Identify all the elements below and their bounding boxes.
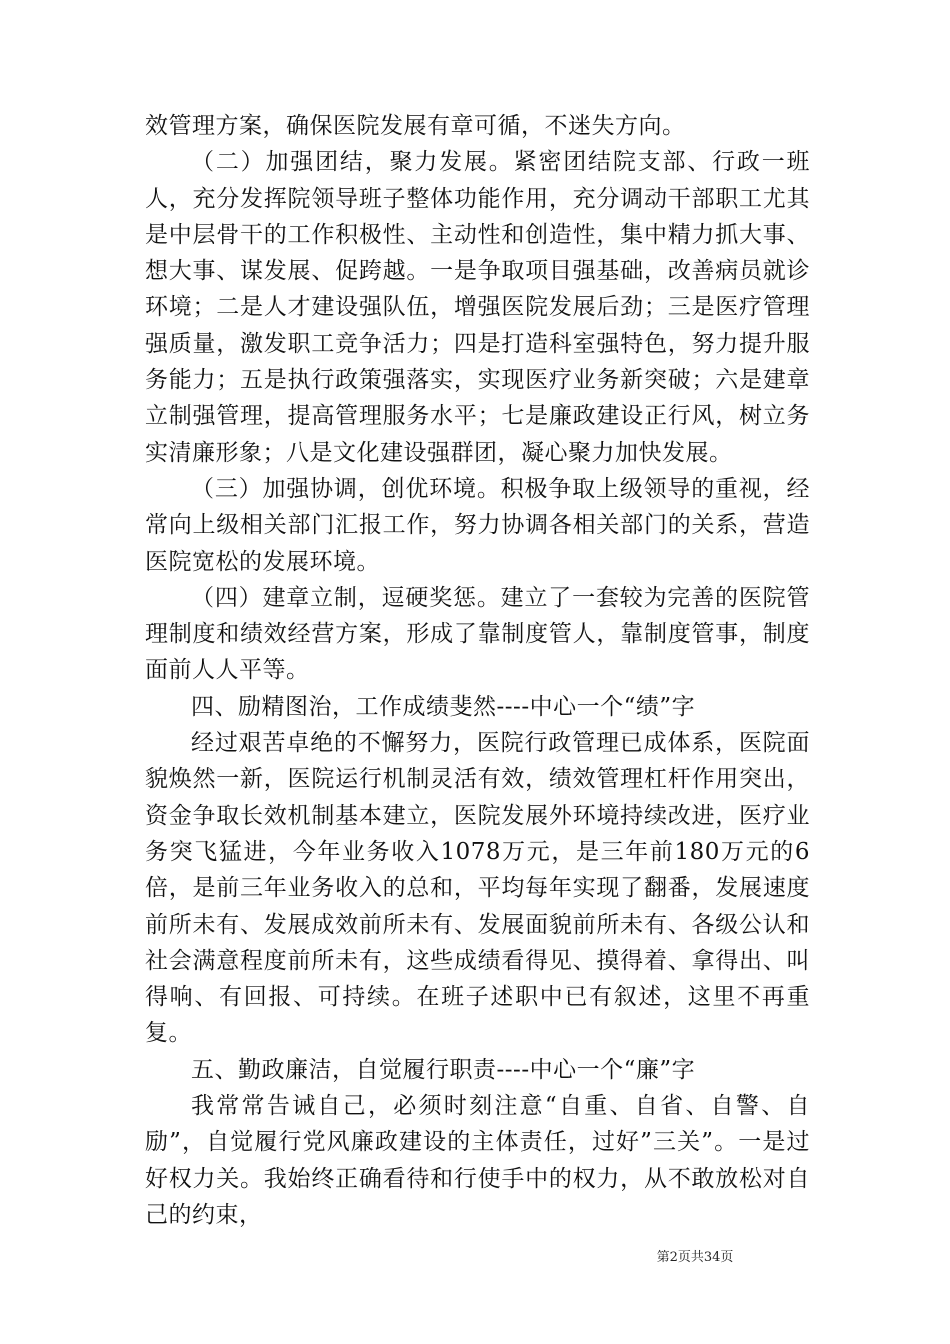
section-heading-4: 四、励精图治，工作成绩斐然----中心一个“绩”字 bbox=[191, 693, 696, 720]
document-body bbox=[145, 108, 810, 1233]
paragraph-3: （三）加强协调，创优环境。积极争取上级领导的重视，经常向上级相关部门汇报工作，努力协调各相关部门的关系，营造医院宽松的发展环境。 bbox=[145, 475, 810, 575]
paragraph-4: （四）建章立制，逗硬奖惩。建立了一套较为完善的医院管理制度和绩效经营方案，形成了靠制度管人，靠制度管事，制度面前人人平等。 bbox=[145, 584, 810, 684]
page-number: 第2页共34页 bbox=[656, 1250, 734, 1265]
page-footer bbox=[0, 1246, 950, 1265]
section-heading-5: 五、勤政廉洁，自觉履行职责----中心一个“廉”字 bbox=[191, 1056, 696, 1083]
paragraph-5: 经过艰苦卓绝的不懈努力，医院行政管理已成体系，医院面貌焕然一新，医院运行机制灵活有效，绩效管理杠杆作用突出，资金争取长效机制基本建立，医院发展外环境持续改进，医疗业务突飞猛进，今年业务收入1078万元，是三年前180万元的6倍，是前三年业务收入的总和，平均每年实现了翻番，发展速度前所未有、发展成效前所未有、发展面貌前所未有、各级公认和社会满意程度前所未有，这些成绩看得见、摸得着、拿得出、叫得响、有回报、可持续。在班子述职中已有叙述，这里不再重复。 bbox=[145, 730, 810, 1047]
paragraph-6: 我常常告诫自己，必须时刻注意“自重、自省、自警、自励”，自觉履行党风廉政建设的主体责任，过好”三关”。一是过好权力关。我始终正确看待和行使手中的权力，从不敢放松对自己的约束， bbox=[145, 1093, 810, 1228]
paragraph-2: （二）加强团结，聚力发展。紧密团结院支部、行政一班人，充分发挥院领导班子整体功能作用，充分调动干部职工尤其是中层骨干的工作积极性、主动性和创造性，集中精力抓大事、想大事、谋发展、促跨越。一是争取项目强基础，改善病员就诊环境；二是人才建设强队伍，增强医院发展后劲；三是医疗管理强质量，激发职工竞争活力；四是打造科室强特色，努力提升服务能力；五是执行政策强落实，实现医疗业务新突破；六是建章立制强管理，提高管理服务水平；七是廉政建设正行风，树立务实清廉形象；八是文化建设强群团，凝心聚力加快发展。 bbox=[145, 149, 810, 466]
paragraph-1: 效管理方案，确保医院发展有章可循，不迷失方向。 bbox=[145, 113, 686, 139]
